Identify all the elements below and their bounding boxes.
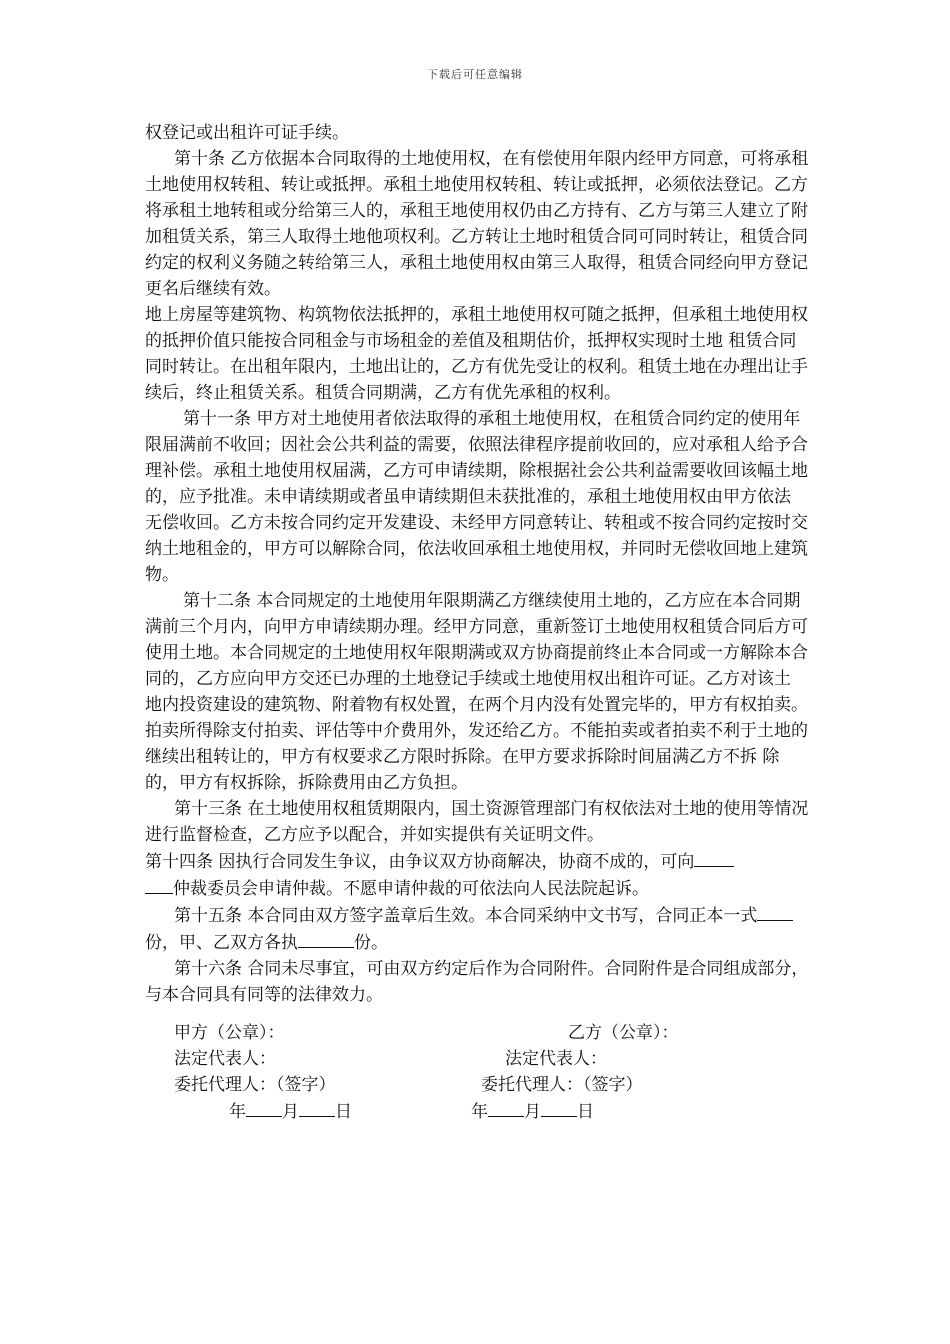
date-month: 月 xyxy=(524,1102,541,1122)
contract-body xyxy=(145,120,810,1008)
blank-line xyxy=(299,1098,335,1117)
paragraph-continuation xyxy=(145,120,810,146)
paragraph-text: 第十三条 在土地使用权租赁期限内，国土资源管理部门有权依法对土地的使用等情况进行监督检查，乙方应予以配合，并如实提供有关证明文件。 xyxy=(145,799,809,845)
party-a-legal-rep: 法定代表人： xyxy=(174,1049,276,1069)
paragraph-text: 份。 xyxy=(354,933,388,953)
party-b-legal-rep: 法定代表人： xyxy=(505,1049,607,1069)
page-header: 下载后可任意编辑 xyxy=(427,68,523,81)
party-b-date xyxy=(471,1098,594,1125)
party-a-agent: 委托代理人：（签字） xyxy=(174,1075,336,1095)
article-15 xyxy=(145,902,810,956)
paragraph-text: 第十二条 本合同规定的土地使用年限期满乙方继续使用土地的，乙方应在本合同期满前三个月内，向甲方申请续期办理。经甲方同意，重新签订土地使用权租赁合同后方可使用土地。本合同规定的土地使用权年限期满或双方协商提前终止本合同或一方解除本合同的，乙方应向甲方交还已办理的土地登记手续或土地使用权出租许可证。乙方对该土 地内投资建设的建筑物、附着物有权处置，在两个月内没有处置完毕的，甲方有权拍卖。拍卖所得除支付拍卖、评估等中介费用外，发还给乙方。不能拍卖或者拍卖不利于土地的继续出租转让的，甲方有权要求乙方限时拆除。在甲方要求拆除时间届满乙方不拆 除的，甲方有权拆除，拆除费用由乙方负担。 xyxy=(145,591,808,793)
blank-line xyxy=(145,875,173,894)
party-b-agent: 委托代理人：（签字） xyxy=(481,1075,643,1095)
paragraph-text: 第十一条 甲方对土地使用者依法取得的承租土地使用权，在租赁合同约定的使用年限届满前不收回；因社会公共利益的需要，依照法律程序提前收回的，应对承租人给予合理补偿。承租土地使用权届满，乙方可申请续期，除根据社会公共利益需要收回该幅土地的，应予批准。未申请续期或者虽申请续期但未获批准的，承租土地使用权由甲方依法 无偿收回。乙方未按合同约定开发建设、未经甲方同意转让、转租或不按合同约定按时交纳土地租金的，甲方可以解除合同，依法收回承租土地使用权，并同时无偿收回地上建筑物。 xyxy=(145,409,808,585)
blank-line xyxy=(541,1098,577,1117)
article-11 xyxy=(145,406,810,588)
article-14 xyxy=(145,848,810,902)
article-16 xyxy=(145,956,810,1008)
paragraph-text: 第十四条 因执行合同发生争议，由争议双方协商解决，协商不成的，可向 xyxy=(145,852,695,872)
paragraph-text: 地上房屋等建筑物、构筑物依法抵押的，承租土地使用权可随之抵押，但承租土地使用权的抵押价值只能按合同租金与市场租金的差值及租期估价，抵押权实现时土地 租赁合同同时转让。在出租年限内，土地出让的，乙方有优先受让的权利。租赁土地在办理出让手续后，终止租赁关系。租赁合同期满，乙方有优先承租的权利。 xyxy=(145,305,808,403)
date-month: 月 xyxy=(282,1102,299,1122)
article-13 xyxy=(145,796,810,848)
date-year: 年 xyxy=(471,1102,488,1122)
paragraph-text: 第十五条 本合同由双方签字盖章后生效。本合同采纳中文书写，合同正本一式 xyxy=(174,906,758,926)
paragraph-text: 权登记或出租许可证手续。 xyxy=(145,123,349,143)
article-12 xyxy=(145,588,810,796)
blank-line xyxy=(488,1098,524,1117)
party-a-seal: 甲方（公章）： xyxy=(174,1023,285,1043)
blank-line xyxy=(246,1098,282,1117)
party-b-seal: 乙方（公章）： xyxy=(568,1023,679,1043)
party-a-date xyxy=(229,1098,352,1125)
date-year: 年 xyxy=(229,1102,246,1122)
paragraph-text: 第十条 乙方依据本合同取得的土地使用权，在有偿使用年限内经甲方同意，可将承租土地使用权转租、转让或抵押。承租土地使用权转租、转让或抵押，必须依法登记。乙方将承租土地转租或分给第三人的，承租王地使用权仍由乙方持有、乙方与第三人建立了附加租赁关系，第三人取得土地他项权利。乙方转让土地时租赁合同可同时转让，租赁合同约定的权利义务随之转给第三人，承租土地使用权由第三人取得，租赁合同经向甲方登记更名后继续有效。 xyxy=(145,149,809,299)
paragraph-text: 第十六条 合同未尽事宜，可由双方约定后作为合同附件。合同附件是合同组成部分，与本合同具有同等的法律效力。 xyxy=(145,959,809,1005)
date-day: 日 xyxy=(577,1102,594,1122)
paragraph-text: 份，甲、乙双方各执 xyxy=(145,933,298,953)
blank-line xyxy=(694,848,734,867)
article-10 xyxy=(145,146,810,302)
paragraph-text: 仲裁委员会申请仲裁。不愿申请仲裁的可依法向人民法院起诉。 xyxy=(173,879,649,899)
date-day: 日 xyxy=(335,1102,352,1122)
blank-line xyxy=(757,902,793,921)
blank-line xyxy=(298,929,354,948)
article-10-mortgage xyxy=(145,302,810,406)
